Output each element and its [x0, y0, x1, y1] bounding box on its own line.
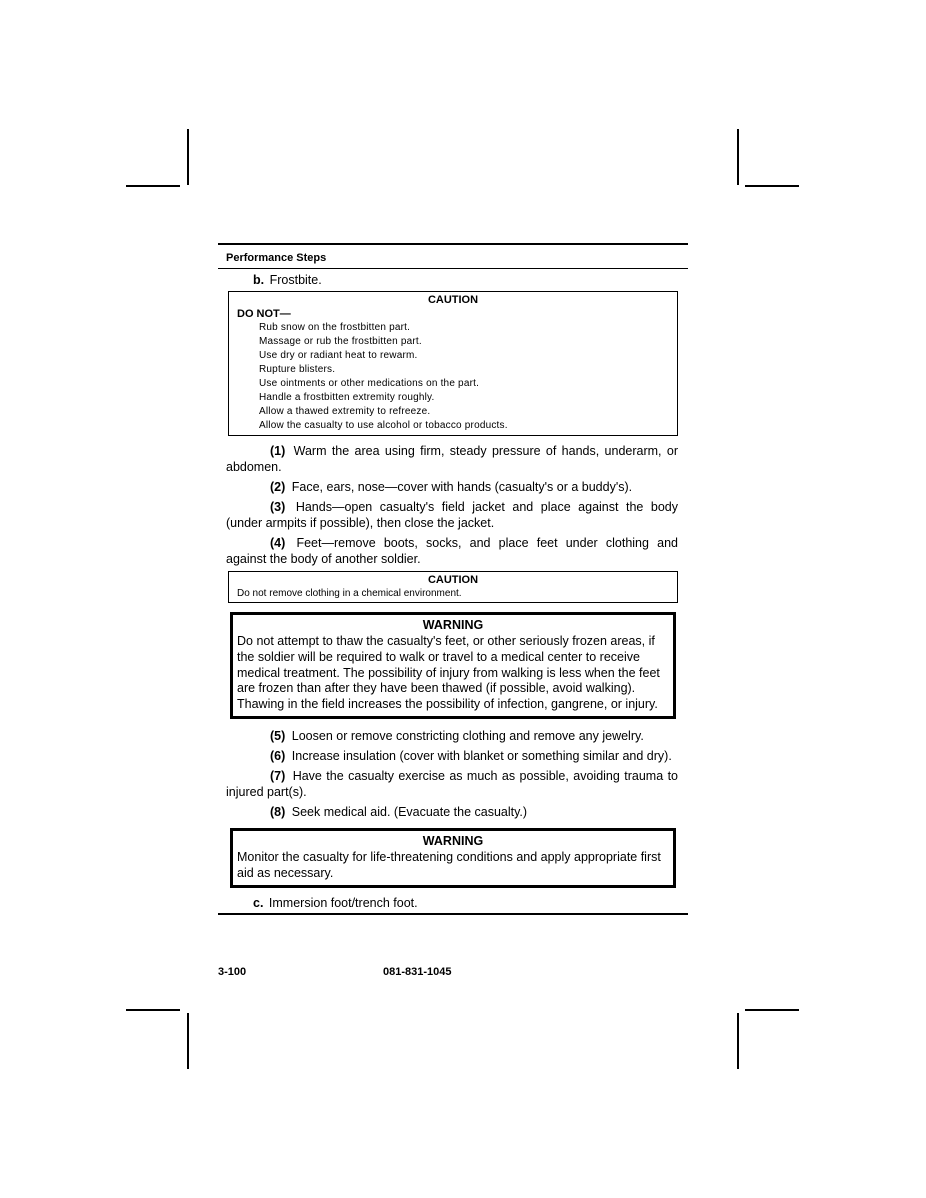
caution-box-chemical [228, 571, 678, 603]
section-b-letter: b. [253, 273, 265, 287]
footer-top-rule [218, 913, 688, 915]
step-text: Warm the area using firm, steady pressure of hands, underarm, or abdomen. [226, 444, 678, 474]
section-c-letter: c. [253, 895, 264, 910]
section-b-heading [218, 269, 688, 291]
crop-mark-bottom-left-horizontal [126, 1009, 180, 1011]
section-c-heading [218, 896, 688, 913]
caution-item: Rupture blisters. [259, 364, 336, 375]
step-2 [218, 479, 688, 499]
step-7 [218, 768, 688, 804]
step-number: (5) [270, 728, 286, 743]
page-content [218, 243, 688, 915]
task-number: 081-831-1045 [383, 966, 452, 978]
caution-title: CAUTION [427, 574, 479, 586]
warning-title: WARNING [422, 618, 484, 632]
crop-mark-bottom-right-vertical [737, 1013, 739, 1069]
caution-item: Rub snow on the frostbitten part. [259, 322, 411, 333]
step-number: (3) [270, 500, 286, 514]
warning-text: Monitor the casualty for life-threatening conditions and apply appropriate first aid as necessary. [237, 849, 661, 880]
page-number: 3-100 [218, 966, 247, 978]
step-number: (7) [270, 768, 286, 783]
crop-mark-top-left-horizontal [126, 185, 180, 187]
step-text: Feet—remove boots, socks, and place feet under clothing and against the body of another soldier. [226, 536, 678, 566]
crop-mark-top-right-horizontal [745, 185, 799, 187]
step-text: Loosen or remove constricting clothing and remove any jewelry. [291, 728, 644, 743]
step-number: (1) [270, 444, 286, 458]
step-text: Increase insulation (cover with blanket or something similar and dry). [291, 748, 672, 763]
step-text: Have the casualty exercise as much as possible, avoiding trauma to injured part(s). [226, 768, 678, 799]
caution-text: Do not remove clothing in a chemical environment. [237, 588, 462, 599]
caution-box-frostbite [228, 291, 678, 436]
step-5 [218, 728, 688, 748]
step-3 [218, 499, 688, 535]
step-8 [218, 804, 688, 828]
step-6 [218, 748, 688, 768]
step-number: (6) [270, 748, 286, 763]
caution-item: Use dry or radiant heat to rewarm. [259, 350, 418, 361]
crop-mark-top-right-vertical [737, 129, 739, 185]
step-number: (4) [270, 536, 286, 550]
warning-title: WARNING [422, 833, 484, 848]
section-c-label: Immersion foot/trench foot. [268, 895, 418, 910]
crop-mark-bottom-left-vertical [187, 1013, 189, 1069]
caution-item: Allow the casualty to use alcohol or tobacco products. [259, 420, 508, 431]
caution-lead: DO NOT— [237, 308, 291, 320]
caution-item: Massage or rub the frostbitten part. [259, 336, 422, 347]
header-title: Performance Steps [226, 252, 327, 264]
step-4 [218, 535, 688, 571]
section-b-label: Frostbite. [269, 273, 322, 287]
caution-item: Allow a thawed extremity to refreeze. [259, 406, 431, 417]
warning-box-monitor [230, 828, 676, 888]
warning-box-thaw [230, 612, 676, 719]
step-text: Hands—open casualty's field jacket and place against the body (under armpits if possible), then close the jacket. [226, 500, 678, 530]
caution-title: CAUTION [427, 294, 479, 306]
step-number: (2) [270, 480, 286, 494]
step-1 [218, 443, 688, 479]
step-text: Face, ears, nose—cover with hands (casualty's or a buddy's). [291, 480, 633, 494]
step-number: (8) [270, 804, 286, 819]
caution-item: Handle a frostbitten extremity roughly. [259, 392, 435, 403]
crop-mark-top-left-vertical [187, 129, 189, 185]
caution-item: Use ointments or other medications on the part. [259, 378, 480, 389]
crop-mark-bottom-right-horizontal [745, 1009, 799, 1011]
step-text: Seek medical aid. (Evacuate the casualty.) [291, 804, 528, 819]
warning-text: Do not attempt to thaw the casualty's feet, or other seriously frozen areas, if the soldier will be required to walk or travel to a medical center to receive medical treatment. The possibility of injury from walking is less when the feet are frozen than after they have been thawed (if possible, avoid walking). Thawing in the field increases the possibility of infection, gangrene, or injury. [237, 634, 660, 712]
